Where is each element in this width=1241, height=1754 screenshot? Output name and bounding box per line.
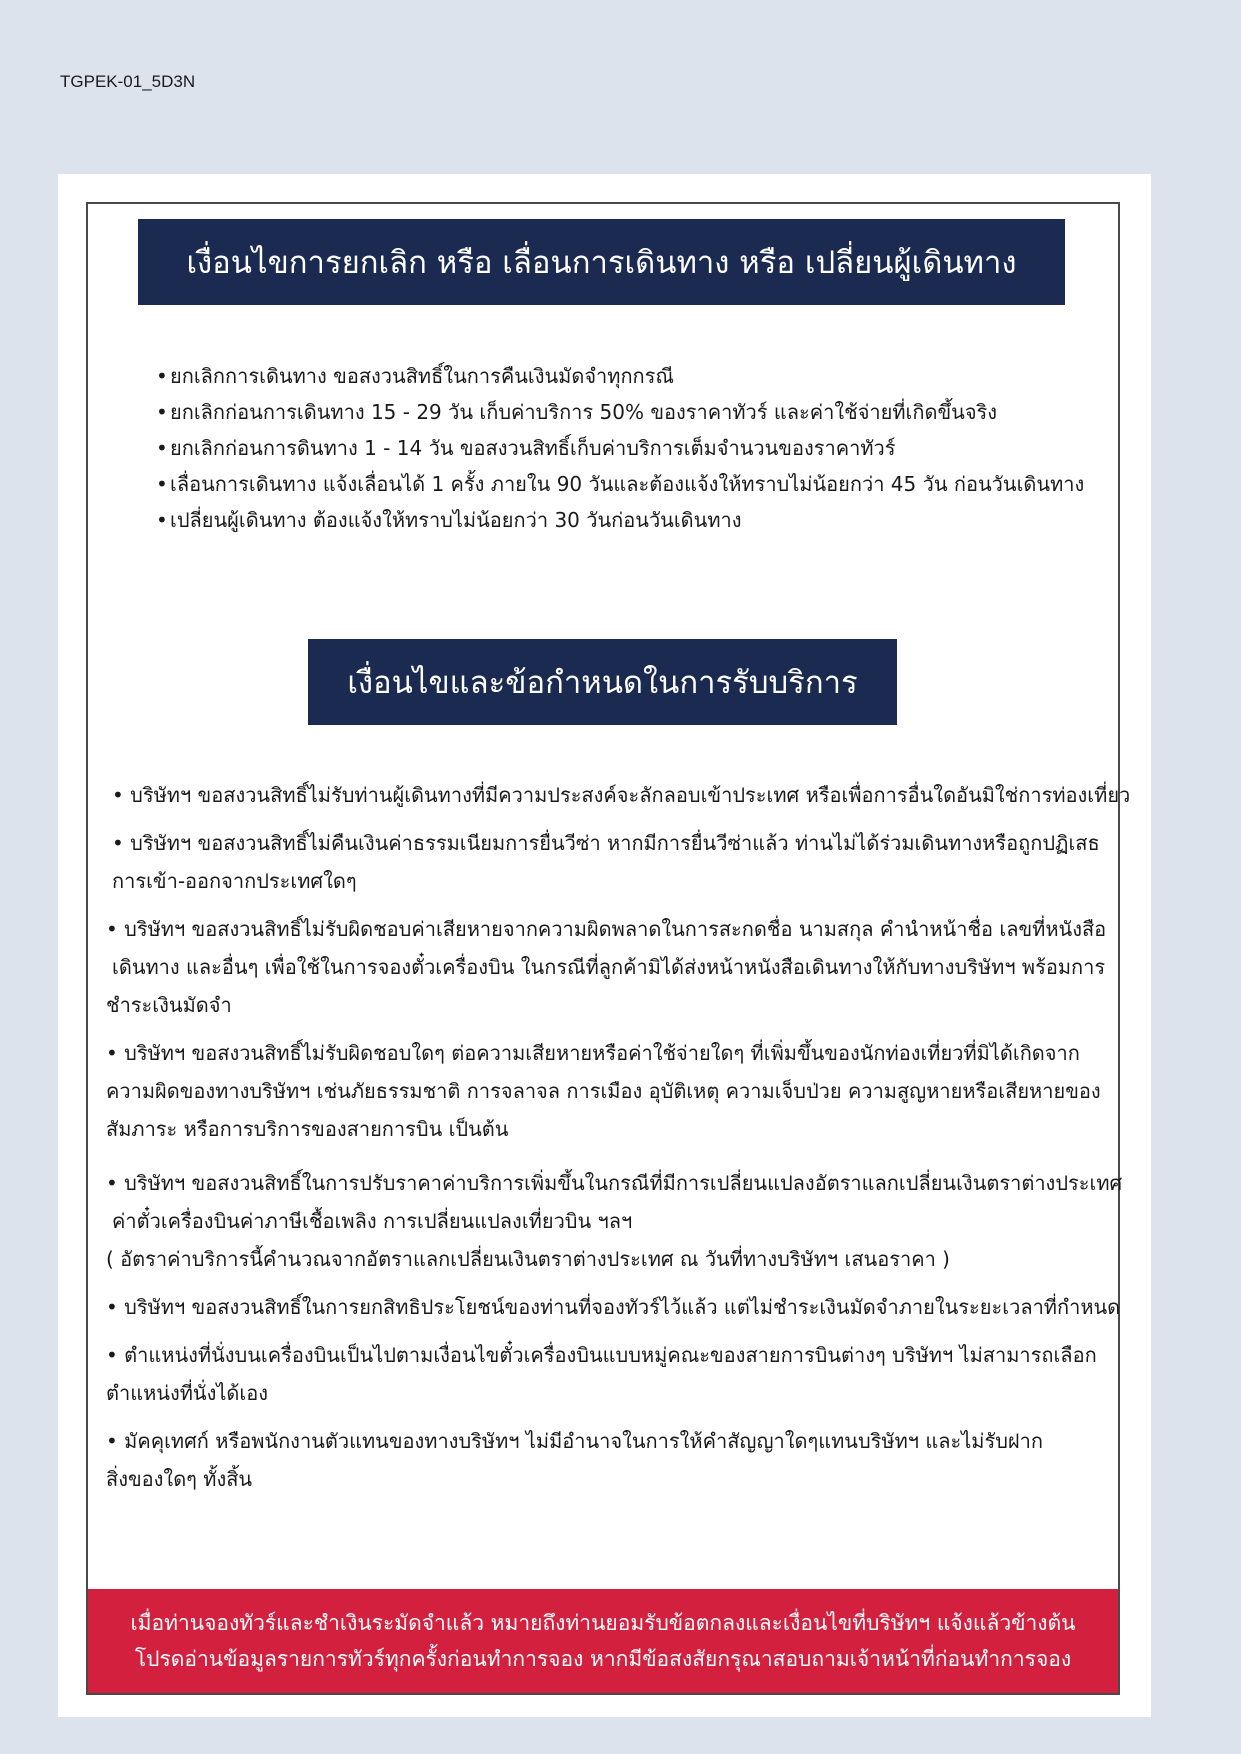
term-item: • บริษัทฯ ขอสงวนสิทธิ์ไม่รับท่านผู้เดินทางที่มีความประสงค์จะลักลอบเข้าประเทศ หรือเพื่อการอื่นใดอันมิใช่การท่องเที่ยว: [112, 783, 1131, 807]
term-item: • บริษัทฯ ขอสงวนสิทธิ์ในการยกสิทธิประโยชน์ของท่านที่จองทัวร์ไว้แล้ว แต่ไม่ชำระเงินมัดจำภายในระยะเวลาที่กำหนด: [106, 1295, 1121, 1319]
list-item: • เปลี่ยนผู้เดินทาง ต้องแจ้งให้ทราบไม่น้อยกว่า 30 วันก่อนวันเดินทาง: [156, 502, 1084, 538]
booking-notice-line-2: โปรดอ่านข้อมูลรายการทัวร์ทุกครั้งก่อนทำการจอง หากมีข้อสงสัยกรุณาสอบถามเจ้าหน้าที่ก่อนทำการจอง: [134, 1647, 1072, 1671]
service-terms-title-banner: เงื่อนไขและข้อกำหนดในการรับบริการ: [308, 639, 897, 725]
list-item: • ยกเลิกการเดินทาง ขอสงวนสิทธิ์ในการคืนเงินมัดจำทุกกรณี: [156, 358, 1084, 394]
list-item: • เลื่อนการเดินทาง แจ้งเลื่อนได้ 1 ครั้ง ภายใน 90 วันและต้องแจ้งให้ทราบไม่น้อยกว่า 45 วัน ก่อนวันเดินทาง: [156, 466, 1084, 502]
term-item: • บริษัทฯ ขอสงวนสิทธิ์ในการปรับราคาค่าบริการเพิ่มขึ้นในกรณีที่มีการเปลี่ยนแปลงอัตราแลกเปลี่ยนเงินตราต่างประเทศ ค่าตั๋วเครื่องบินค่าภาษีเชื้อเพลิง การเปลี่ยนแปลงเที่ยวบิน ฯลฯ ( อัตราค่าบริการนี้คำนวณจากอัตราแลกเปลี่ยนเงินตราต่างประเทศ ณ วันที่ทางบริษัทฯ เสนอราคา ): [106, 1171, 1123, 1271]
bullet-icon: •: [156, 364, 168, 388]
bullet-icon: •: [156, 472, 168, 496]
bullet-icon: •: [156, 436, 168, 460]
list-item: • ยกเลิกก่อนการเดินทาง 15 - 29 วัน เก็บค่าบริการ 50% ของราคาทัวร์ และค่าใช้จ่ายที่เกิดขึ้นจริง: [156, 394, 1084, 430]
bullet-icon: •: [156, 400, 168, 424]
service-terms-list: [106, 776, 1131, 1498]
term-item: • บริษัทฯ ขอสงวนสิทธิ์ไม่รับผิดชอบค่าเสียหายจากความผิดพลาดในการสะกดชื่อ นามสกุล คำนำหน้าชื่อ เลขที่หนังสือ เดินทาง และอื่นๆ เพื่อใช้ในการจองตั๋วเครื่องบิน ในกรณีที่ลูกค้ามิได้ส่งหน้าหนังสือเดินทางให้กับทางบริษัทฯ พร้อมการ ชำระเงินมัดจำ: [106, 917, 1107, 1017]
cancellation-title-banner: เงื่อนไขการยกเลิก หรือ เลื่อนการเดินทาง หรือ เปลี่ยนผู้เดินทาง: [138, 219, 1065, 305]
term-item: • บริษัทฯ ขอสงวนสิทธิ์ไม่รับผิดชอบใดๆ ต่อความเสียหายหรือค่าใช้จ่ายใดๆ ที่เพิ่มขึ้นของนักท่องเที่ยวที่มิได้เกิดจาก ความผิดของทางบริษัทฯ เช่นภัยธรรมชาติ การจลาจล การเมือง อุบัติเหตุ ความเจ็บป่วย ความสูญหายหรือเสียหายของ สัมภาระ หรือการบริการของสายการบิน เป็นต้น: [106, 1041, 1101, 1141]
term-item: • ตำแหน่งที่นั่งบนเครื่องบินเป็นไปตามเงื่อนไขตั๋วเครื่องบินแบบหมู่คณะของสายการบินต่างๆ บริษัทฯ ไม่สามารถเลือก ตำแหน่งที่นั่งได้เอง: [106, 1343, 1097, 1405]
content-frame: [86, 202, 1131, 1695]
document-page: [58, 174, 1151, 1717]
bullet-icon: •: [156, 508, 168, 532]
booking-notice-line-1: เมื่อท่านจองทัวร์และชำเงินระมัดจำแล้ว หมายถึงท่านยอมรับข้อตกลงและเงื่อนไขที่บริษัทฯ แจ้งแล้วข้างต้น: [130, 1611, 1076, 1635]
term-item: • บริษัทฯ ขอสงวนสิทธิ์ไม่คืนเงินค่าธรรมเนียมการยื่นวีซ่า หากมีการยื่นวีซ่าแล้ว ท่านไม่ได้ร่วมเดินทางหรือถูกปฏิเสธ การเข้า-ออกจากประเทศใดๆ: [112, 831, 1100, 893]
term-item: • มัคคุเทศก์ หรือพนักงานตัวแทนของทางบริษัทฯ ไม่มีอำนาจในการให้คำสัญญาใดๆแทนบริษัทฯ และไม่รับฝาก สิ่งของใดๆ ทั้งสิ้น: [106, 1429, 1043, 1491]
cancellation-conditions-list: [156, 358, 1084, 538]
booking-notice-banner: [88, 1589, 1118, 1693]
list-item: • ยกเลิกก่อนการดินทาง 1 - 14 วัน ขอสงวนสิทธิ์เก็บค่าบริการเต็มจำนวนของราคาทัวร์: [156, 430, 1084, 466]
document-code: TGPEK-01_5D3N: [60, 72, 196, 91]
